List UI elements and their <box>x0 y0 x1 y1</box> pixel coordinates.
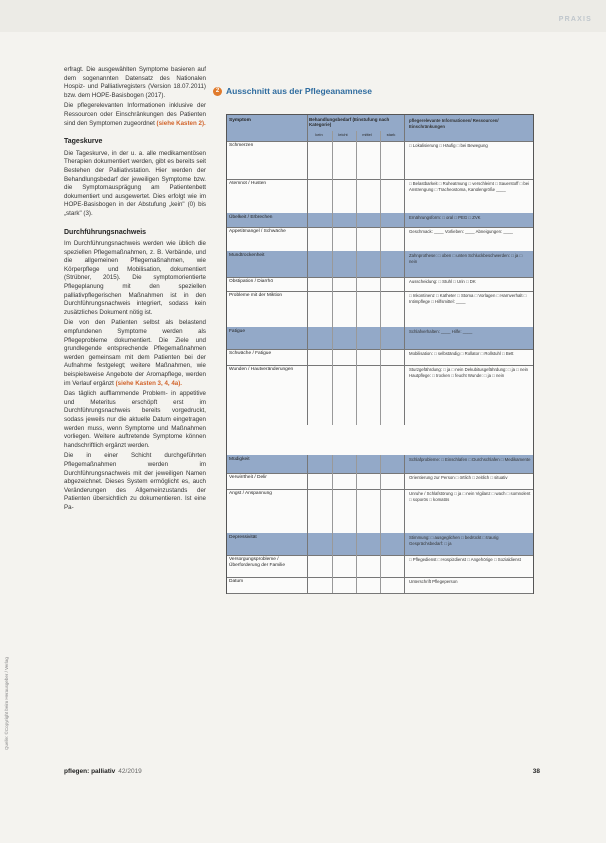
severity-checkbox[interactable] <box>332 555 356 577</box>
severity-checkbox[interactable] <box>332 473 356 489</box>
symptom-label: Mundtrockenheit <box>229 253 307 259</box>
severity-checkbox[interactable] <box>332 455 356 473</box>
anamnesis-form <box>226 114 534 594</box>
header-sub-strong: stark <box>386 132 396 137</box>
symptom-label: Versorgungsprobleme / Überforderung der Familie <box>229 557 285 568</box>
care-info: Schlafprobleme: □ Einschlafen □ Durchschlafen □ Medikamente <box>409 457 531 462</box>
page-footer <box>64 768 540 775</box>
severity-grid <box>307 251 405 277</box>
symptom-label: Fatigue <box>229 329 307 335</box>
form-row <box>227 141 533 180</box>
side-credit <box>4 430 14 750</box>
severity-checkbox[interactable] <box>308 227 332 251</box>
severity-checkbox[interactable] <box>356 291 380 327</box>
severity-checkbox[interactable] <box>356 227 380 251</box>
symptom-label: Datum <box>229 579 244 584</box>
severity-grid <box>307 555 405 577</box>
severity-checkbox[interactable] <box>308 213 332 227</box>
severity-grid <box>307 291 405 327</box>
severity-grid <box>307 141 405 179</box>
severity-checkbox[interactable] <box>308 179 332 213</box>
care-info: Ausscheidung: □ Stuhl □ Urin □ DK <box>409 279 476 284</box>
header-band <box>0 0 606 32</box>
form-row <box>227 179 533 214</box>
severity-checkbox[interactable] <box>332 277 356 291</box>
care-info: □ Pflegedienst □ Hospizdienst □ Angehörige □ Sozialdienst <box>409 557 521 562</box>
form-row <box>227 327 533 350</box>
severity-checkbox[interactable] <box>356 455 380 473</box>
severity-grid <box>307 179 405 213</box>
symptom-label: Obstipation / Diarrhö <box>229 279 273 284</box>
severity-checkbox[interactable] <box>332 227 356 251</box>
severity-checkbox[interactable] <box>332 179 356 213</box>
care-info: Geschmack: ____ Vorlieben: ____ Abneigungen: ____ <box>409 229 513 234</box>
severity-checkbox[interactable] <box>380 291 404 327</box>
severity-checkbox[interactable] <box>380 141 404 179</box>
severity-checkbox[interactable] <box>380 577 404 593</box>
severity-grid <box>307 349 405 365</box>
form-row <box>227 489 533 534</box>
care-info: Mobilisation: □ selbständig □ Rollator □ Rollstuhl □ Bett <box>409 351 514 356</box>
form-row <box>227 213 533 228</box>
symptom-label: Wunden / Hautveränderungen <box>229 367 294 372</box>
symptom-label: Schwäche / Fatigue <box>229 351 272 356</box>
severity-checkbox[interactable] <box>308 489 332 533</box>
severity-checkbox[interactable] <box>380 489 404 533</box>
article-text-column <box>64 66 206 515</box>
severity-checkbox[interactable] <box>380 227 404 251</box>
symptom-label: Probleme mit der Miktion <box>229 293 283 298</box>
paragraph: Die in einer Schicht durchgeführten Pflegemaßnahmen werden im Durchführungsnachweis mit der jeweiligen Namen abgezeichnet. Dieses System ermöglicht es, auch Veränderungen des Allgemeinzustands der Patienten übersichtlich zu dokumentieren. Ist eine Pa- <box>64 452 206 511</box>
box-title-text: Ausschnitt aus der Pflegeanamnese <box>226 86 372 96</box>
paragraph-text: Die pflegerelevanten Informationen inklusive der Ressourcen oder Einschränkungen des Patienten sind den Symptomen zugeordnet <box>64 102 206 127</box>
form-row <box>227 291 533 328</box>
severity-checkbox[interactable] <box>308 473 332 489</box>
severity-checkbox[interactable] <box>308 251 332 277</box>
page-number: 38 <box>532 768 540 775</box>
form-row <box>227 533 533 556</box>
care-info: Schlafverhalten: ____ Hilfe: ____ <box>409 329 531 335</box>
form-header-row <box>227 115 533 142</box>
side-credit-text: Quelle: ©Copyright beim Herausgeber / Verlag <box>4 657 9 750</box>
severity-checkbox[interactable] <box>308 141 332 179</box>
symptom-label: Angst / Anspannung <box>229 491 272 496</box>
severity-checkbox[interactable] <box>332 291 356 327</box>
care-info: Unterschrift Pflegeperson <box>409 579 458 584</box>
severity-checkbox[interactable] <box>380 349 404 365</box>
header-sub-medium: mittel <box>362 132 372 137</box>
severity-checkbox[interactable] <box>308 577 332 593</box>
care-info: Orientierung zur Person □ örtlich □ zeitlich □ situativ <box>409 475 508 480</box>
care-info: □ Inkontinenz □ Katheter □ Stoma □ Vorlagen □ Harnverhalt □ Intimpflege □ Hilfsmittel: ____ <box>409 293 527 304</box>
issue-number: 42/2019 <box>118 768 142 775</box>
severity-checkbox[interactable] <box>332 489 356 533</box>
severity-checkbox[interactable] <box>380 473 404 489</box>
symptom-label: Atemnot / Husten <box>229 181 267 186</box>
paragraph <box>64 319 206 388</box>
severity-checkbox[interactable] <box>380 555 404 577</box>
severity-grid <box>307 473 405 489</box>
severity-checkbox[interactable] <box>356 555 380 577</box>
severity-grid <box>307 227 405 251</box>
form-row <box>227 577 533 594</box>
severity-checkbox[interactable] <box>332 327 356 349</box>
severity-grid <box>307 365 405 425</box>
header-symptom: Symptom <box>229 118 251 123</box>
paragraph-text: Die von den Patienten selbst als belastend empfundenen Symptome werden als Pflegeprobleme dokumentiert. Die Ziele und grundlegende entsprechende Pflegemaßnahmen werden gemeinsam mit dem Patienten bei der Aufnahme festgelegt; weitere Maßnahmen, wie beispielsweise Angebote der Aromapflege, werden im Verlauf ergänzt <box>64 319 206 387</box>
form-row <box>227 365 533 426</box>
severity-checkbox[interactable] <box>356 473 380 489</box>
severity-grid <box>307 577 405 593</box>
severity-grid <box>307 327 405 349</box>
severity-checkbox[interactable] <box>356 489 380 533</box>
severity-checkbox[interactable] <box>356 179 380 213</box>
care-info: □ Belastbarkeit □ Ruheatmung □ verschleimt □ Sauerstoff □ bei Anstrengung □ Tracheostoma, Kanülengröße ____ <box>409 181 530 192</box>
form-row <box>227 455 533 474</box>
care-info: □ Lokalisierung □ Häufig □ bei Bewegung <box>409 143 488 148</box>
severity-checkbox[interactable] <box>356 141 380 179</box>
severity-checkbox[interactable] <box>380 213 404 227</box>
magazine-brand: pflegen: palliativ <box>64 768 116 775</box>
box-reference: (siehe Kasten 3, 4, 4a). <box>115 379 182 387</box>
section-label: PRAXIS <box>558 16 592 23</box>
severity-grid <box>307 213 405 227</box>
box-reference: (siehe Kasten 2). <box>156 119 206 127</box>
care-info: Ernährungsform: □ oral □ PEG □ ZVK <box>409 215 531 221</box>
severity-checkbox[interactable] <box>380 327 404 349</box>
symptom-label: Müdigkeit <box>229 457 307 463</box>
severity-grid <box>307 533 405 555</box>
section-heading: Durchführungsnachweis <box>64 228 147 236</box>
symptom-label: Verwirrtheit / Delir <box>229 475 267 480</box>
severity-checkbox[interactable] <box>332 349 356 365</box>
paragraph <box>64 102 206 128</box>
form-row <box>227 227 533 252</box>
severity-checkbox[interactable] <box>380 179 404 213</box>
paragraph: Die Tageskurve, in der u. a. alle medikamentösen Therapien dokumentiert werden, gibt es bereits seit Bestehen der Palliativstation. Hier werden der Behandlungsbedarf der jeweiligen Symptome bzw. die Symptomausprägung am Patientenbett dokumentiert und ausgewertet. Dies erfolgt wie im HOPE-Basisbogen in der Abstufung „kein" (0) bis „stark" (3). <box>64 149 206 217</box>
header-need: Behandlungsbedarf (Einstufung nach Kategorie) <box>309 117 390 128</box>
form-row <box>227 277 533 292</box>
severity-checkbox[interactable] <box>356 277 380 291</box>
box-title <box>213 86 372 96</box>
care-info: Unruhe / Schlafstörung □ ja □ nein Vigilanz □ wach □ somnolent □ soporös □ komatös <box>409 491 531 502</box>
severity-grid <box>307 277 405 291</box>
box-number-badge: 2 <box>213 87 222 96</box>
symptom-label: Schmerzen <box>229 143 254 148</box>
severity-checkbox[interactable] <box>308 327 332 349</box>
severity-grid <box>307 489 405 533</box>
header-sub-light: leicht <box>338 132 348 137</box>
severity-checkbox[interactable] <box>380 455 404 473</box>
form-row <box>227 555 533 578</box>
severity-checkbox[interactable] <box>356 349 380 365</box>
severity-checkbox[interactable] <box>356 533 380 555</box>
paragraph: Das täglich aufflammende Problem- in appetitive und Meteritus erschöpft erst im Durchführungsnachweis bereits vorgedruckt, sodass jeweils nur die aktuelle Datum eingetragen werden muss, wenn Symptome und Maßnahmen vorliegen. Weitere auftretende Symptome können handschriftlich ergänzt werden. <box>64 390 206 449</box>
severity-checkbox[interactable] <box>356 251 380 277</box>
care-info: Zahnprothese: □ oben □ unten Schluckbeschwerden: □ ja □ nein <box>409 253 531 264</box>
severity-checkbox[interactable] <box>332 533 356 555</box>
section-heading: Tageskurve <box>64 138 103 146</box>
paragraph: erfragt. Die ausgewählten Symptome basieren auf dem sogenannten Datensatz des Nationalen Hospiz- und Palliativregisters (Version 18.07.2011) bzw. dem HOPE-Basisbogen (2017). <box>64 66 206 99</box>
form-row <box>227 251 533 278</box>
severity-checkbox[interactable] <box>332 577 356 593</box>
severity-checkbox[interactable] <box>356 577 380 593</box>
header-sub-none: kein <box>315 132 323 137</box>
severity-checkbox[interactable] <box>308 555 332 577</box>
severity-checkbox[interactable] <box>308 291 332 327</box>
form-row <box>227 473 533 490</box>
severity-checkbox[interactable] <box>332 213 356 227</box>
severity-checkbox[interactable] <box>380 365 404 425</box>
severity-checkbox[interactable] <box>380 251 404 277</box>
symptom-label: Übelkeit / Erbrechen <box>229 215 307 221</box>
severity-checkbox[interactable] <box>308 533 332 555</box>
form-row <box>227 349 533 366</box>
paragraph: Im Durchführungsnachweis werden wie üblich die speziellen Pflegemaßnahmen, z. B. Verbände, und die allgemeinen Pflegemaßnahmen, wie Körperpflege und Mobilisation, dokumentiert (Strübner, 2015). Die symptomorientierte Pflegeplanung mit den speziellen palliativpflegerischen Maßnahmen ist in den Durchführungsnachweis integriert, sodass kein zusätzliches Dokument nötig ist. <box>64 240 206 316</box>
severity-checkbox[interactable] <box>308 455 332 473</box>
severity-checkbox[interactable] <box>380 533 404 555</box>
severity-grid <box>307 455 405 473</box>
severity-checkbox[interactable] <box>308 349 332 365</box>
care-info: Stimmung: □ ausgeglichen □ bedrückt □ traurig Gesprächsbedarf: □ ja <box>409 535 531 546</box>
symptom-label: Appetitmangel / Schwäche <box>229 229 286 234</box>
symptom-label: Depressivität <box>229 535 307 541</box>
form-spacer <box>227 425 533 456</box>
severity-checkbox[interactable] <box>380 277 404 291</box>
severity-checkbox[interactable] <box>356 327 380 349</box>
severity-checkbox[interactable] <box>332 141 356 179</box>
severity-checkbox[interactable] <box>308 277 332 291</box>
severity-checkbox[interactable] <box>356 365 380 425</box>
severity-checkbox[interactable] <box>332 251 356 277</box>
header-info: pflegerelevante Informationen/ Ressourcen/ Einschränkungen <box>409 118 499 129</box>
severity-checkbox[interactable] <box>332 365 356 425</box>
severity-checkbox[interactable] <box>356 213 380 227</box>
care-info: Sturzgefährdung: □ ja □ nein Dekubitusgefährdung: □ ja □ nein Hautpflege: □ trocken □ feucht Wunde: □ ja □ nein <box>409 367 529 378</box>
severity-checkbox[interactable] <box>308 365 332 425</box>
